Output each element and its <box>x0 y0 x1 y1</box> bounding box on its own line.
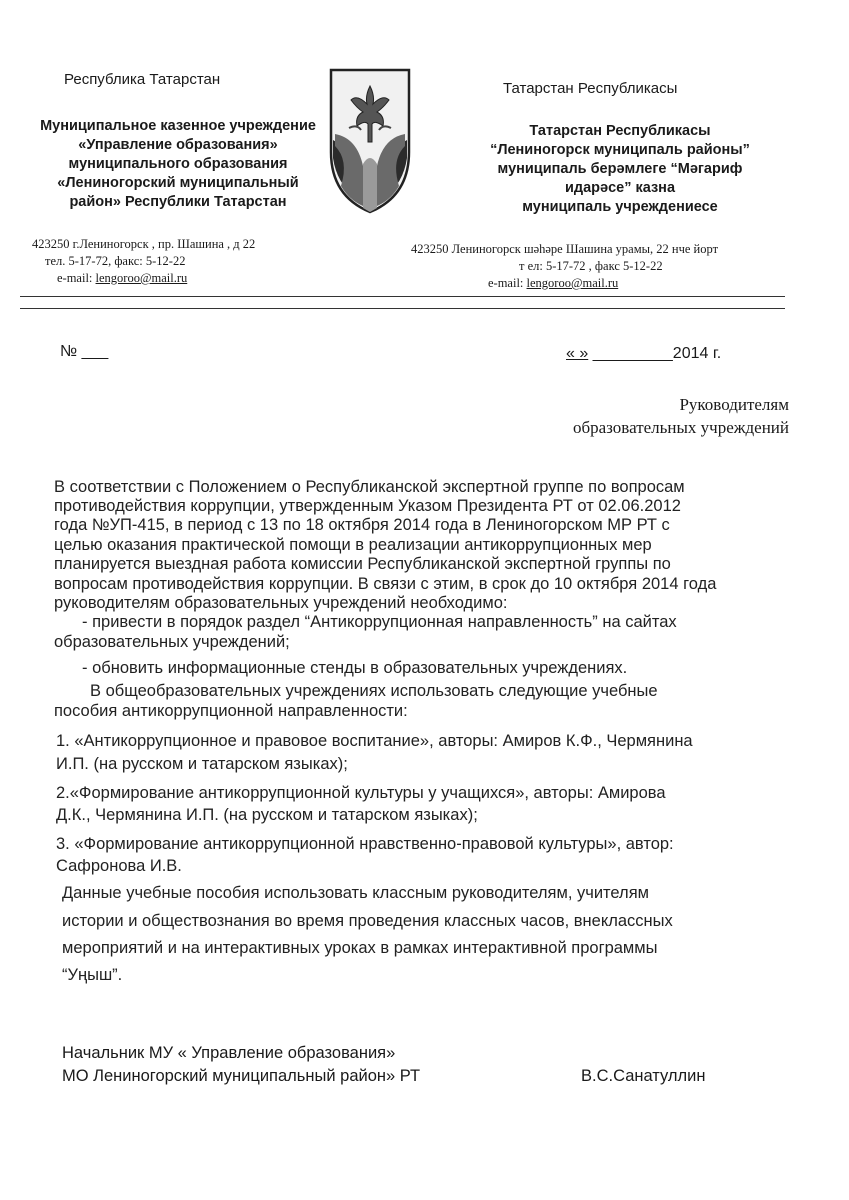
left-email-label: e-mail: <box>57 271 96 285</box>
body-line: образовательных учреждений; <box>54 633 290 651</box>
date-month-blank: _________ <box>592 345 673 362</box>
left-org-line: «Управление образования» <box>78 137 278 153</box>
right-org-line: Татарстан Республикасы <box>529 123 711 139</box>
body-line: целью оказания практической помощи в реализации антикоррупционных мер <box>54 536 652 554</box>
list-item: 2.«Формирование антикоррупционной культуры у учащихся», авторы: Амирова <box>56 784 666 802</box>
list-item: Сафронова И.В. <box>56 857 182 875</box>
body-line: Данные учебные пособия использовать классным руководителям, учителям <box>62 884 649 902</box>
body-line: истории и обществознания во время проведения классных часов, внеклассных <box>62 912 673 930</box>
left-address: 423250 г.Лениногорск , пр. Шашина , д 22 <box>32 237 256 251</box>
body-line: противодействия коррупции, утвержденным Указом Президента РТ от 02.06.2012 <box>54 497 681 515</box>
signature-title <box>62 1042 420 1088</box>
recipient-line: Руководителям <box>679 395 789 414</box>
right-phone: т ел: 5-17-72 , факс 5-12-22 <box>519 259 663 273</box>
left-org-line: муниципального образования <box>68 156 288 172</box>
recipient-line: образовательных учреждений <box>572 418 789 437</box>
right-org-line: “Лениногорск муниципаль районы” <box>490 142 750 158</box>
body-line: “Уңыш”. <box>62 966 123 984</box>
body-line: руководителям образовательных учреждений необходимо: <box>54 594 508 612</box>
header-divider <box>20 296 785 297</box>
signature-name: В.С.Санатуллин <box>581 1067 706 1085</box>
right-org-line: муниципаль берәмлеге “Мәгариф <box>497 161 743 177</box>
body-line: - обновить информационные стенды в образовательных учреждениях. <box>82 659 628 677</box>
body-line: вопросам противодействия коррупции. В связи с этим, в срок до 10 октября 2014 года <box>54 575 717 593</box>
list-item: 3. «Формирование антикоррупционной нравственно-правовой культуры», автор: <box>56 835 674 853</box>
body-line: мероприятий и на интерактивных уроках в рамках интерактивной программы <box>62 939 658 957</box>
signature-title-line: Начальник МУ « Управление образования» <box>62 1044 396 1062</box>
number-value: ___ <box>81 343 109 360</box>
signature-title-line: МО Лениногорский муниципальный район» РТ <box>62 1067 421 1085</box>
body-line: - привести в порядок раздел “Антикоррупционная направленность” на сайтах <box>82 613 677 631</box>
header-divider <box>20 308 785 309</box>
left-republic-title: Республика Татарстан <box>64 71 221 88</box>
list-item: Д.К., Чермянина И.П. (на русском и татарском языках); <box>56 806 478 824</box>
right-org-line: муниципаль учреждениесе <box>522 199 718 215</box>
left-email-line <box>57 270 187 287</box>
document-number <box>60 343 108 361</box>
date-year: 2014 г. <box>672 345 722 362</box>
right-email-label: e-mail: <box>488 276 527 290</box>
left-org-line: район» Республики Татарстан <box>69 194 287 210</box>
right-email-line <box>488 275 618 292</box>
left-email-link[interactable]: lengoroo@mail.ru <box>95 271 188 285</box>
body-line: пособия антикоррупционной направленности: <box>54 702 408 720</box>
left-org-line: Муниципальное казенное учреждение <box>40 118 316 134</box>
left-org-name <box>18 117 338 212</box>
number-label: № <box>60 343 82 360</box>
right-org-line: идарәсе” казна <box>564 180 676 196</box>
right-org-name <box>440 122 800 217</box>
body-line: В общеобразовательных учреждениях использовать следующие учебные <box>90 682 658 700</box>
body-line: планируется выездная работа комиссии Республиканской экспертной группы по <box>54 555 671 573</box>
list-item: 1. «Антикоррупционное и правовое воспитание», авторы: Амиров К.Ф., Чермянина <box>56 732 693 750</box>
left-phone: тел. 5-17-72, факс: 5-12-22 <box>45 254 186 268</box>
list-item: И.П. (на русском и татарском языках); <box>56 755 348 773</box>
right-email-link[interactable]: lengoroo@mail.ru <box>526 276 619 290</box>
coat-of-arms-icon <box>327 68 413 214</box>
body-line: года №УП-415, в период с 13 по 18 октября 2014 года в Лениногорском МР РТ с <box>54 516 670 534</box>
left-org-line: «Лениногорский муниципальный <box>57 175 299 191</box>
right-republic-title: Татарстан Республикасы <box>503 80 678 97</box>
right-address: 423250 Лениногорск шәһәре Шашина урамы, 22 нче йорт <box>411 242 719 256</box>
document-date <box>566 345 721 363</box>
body-line: В соответствии с Положением о Республиканской экспертной группе по вопросам <box>54 478 685 496</box>
date-day: « » <box>566 345 589 362</box>
recipient-block <box>573 393 789 439</box>
